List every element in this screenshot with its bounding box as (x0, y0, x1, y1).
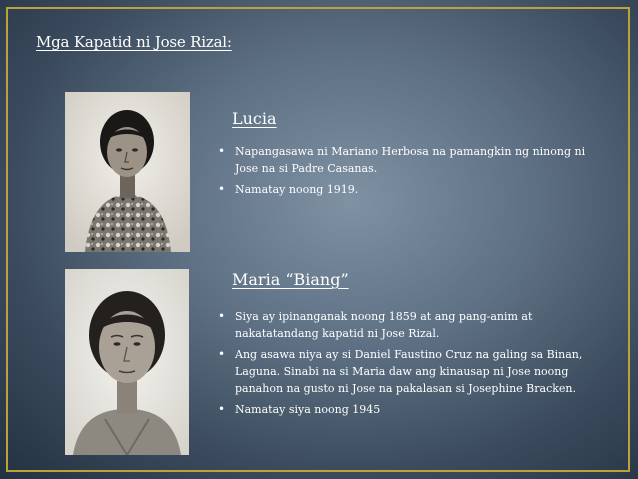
maria-bullet-2: • Ang asawa niya ay si Daniel Faustino Cruz na galing sa Binan, Laguna. Sinabi na si Maria daw ang kinausap ni Jose noong panahon na gusto ni Jose na pakalasan si Josephine Bracken. (218, 346, 598, 397)
lucia-portrait-photo (65, 92, 190, 252)
maria-name-heading: Maria “Biang” (232, 270, 349, 289)
maria-bullet-3: • Namatay siya noong 1945 (218, 401, 598, 418)
lucia-bullet-2: • Namatay noong 1919. (218, 181, 598, 198)
lucia-bullet-list (218, 143, 598, 202)
slide-title: Mga Kapatid ni Jose Rizal: (36, 33, 232, 51)
lucia-bullet-1: • Napangasawa ni Mariano Herbosa na pamangkin ng ninong ni Jose na si Padre Casanas. (218, 143, 598, 177)
maria-portrait-photo (65, 269, 189, 455)
lucia-name-heading: Lucia (232, 109, 277, 128)
maria-bullet-1: • Siya ay ipinanganak noong 1859 at ang pang-anim at nakatatandang kapatid ni Jose Rizal. (218, 308, 598, 342)
maria-bullet-list (218, 308, 598, 422)
